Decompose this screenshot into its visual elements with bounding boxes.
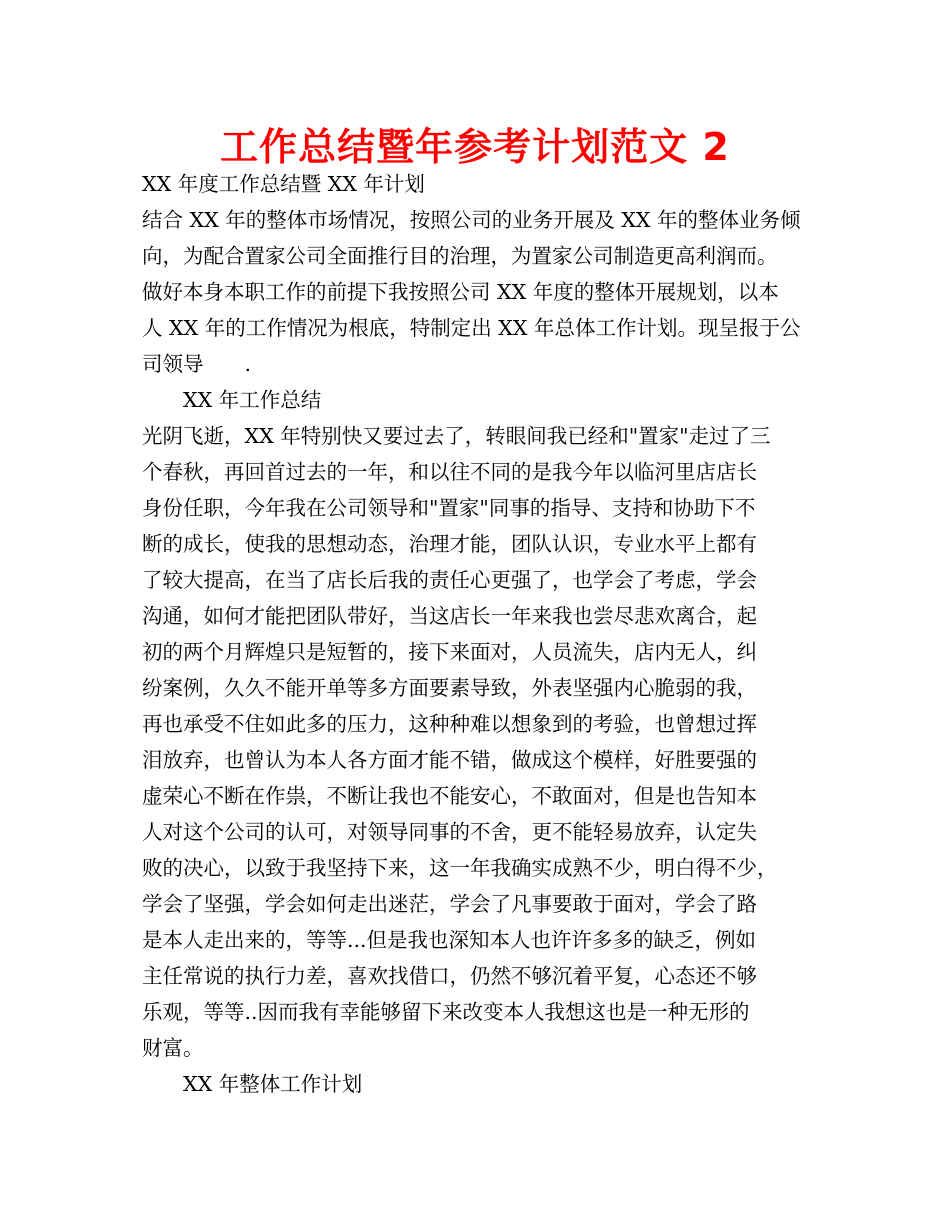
body-line: 个春秋，再回首过去的一年，和以往不同的是我今年以临河里店店长: [142, 460, 757, 484]
body-line: 乐观，等等..因而我有幸能够留下来改变本人我想这也是一种无形的: [142, 1000, 750, 1024]
subtitle-line: XX 年度工作总结暨 XX 年计划: [142, 172, 425, 196]
body-line: 初的两个月辉煌只是短暂的，接下来面对，人员流失，店内无人，纠: [142, 640, 757, 664]
body-line: 司领导 .: [142, 352, 252, 376]
document-body: [142, 166, 822, 1102]
body-line: 沟通，如何才能把团队带好，当这店长一年来我也尝尽悲欢离合，起: [142, 604, 757, 628]
body-line: 结合 XX 年的整体市场情况，按照公司的业务开展及 XX 年的整体业务倾: [142, 208, 801, 232]
document-title: 工作总结暨年参考计划范文 2: [220, 125, 730, 169]
body-line: 人 XX 年的工作情况为根底，特制定出 XX 年总体工作计划。现呈报于公: [142, 316, 801, 340]
body-line: 了较大提高，在当了店长后我的责任心更强了，也学会了考虑，学会: [142, 568, 757, 592]
body-line: 泪放弃，也曾认为本人各方面才能不错，做成这个模样，好胜要强的: [142, 748, 757, 772]
body-line: 学会了坚强，学会如何走出迷茫，学会了凡事要敢于面对，学会了路: [142, 892, 757, 916]
body-line: 身份任职，今年我在公司领导和"置家"同事的指导、支持和协助下不: [142, 496, 756, 520]
body-line: 做好本身本职工作的前提下我按照公司 XX 年度的整体开展规划，以本: [142, 280, 779, 304]
body-line: 虚荣心不断在作祟，不断让我也不能安心，不敢面对，但是也告知本: [142, 784, 757, 808]
body-line: 光阴飞逝，XX 年特别快又要过去了，转眼间我已经和"置家"走过了三: [142, 424, 771, 448]
body-line: 财富。: [142, 1036, 204, 1060]
body-line: 纷案例，久久不能开单等多方面要素导致，外表坚强内心脆弱的我，: [142, 676, 757, 700]
body-line: 败的决心，以致于我坚持下来，这一年我确实成熟不少，明白得不少，: [142, 856, 778, 880]
section-heading: XX 年工作总结: [183, 388, 322, 412]
body-line: 是本人走出来的，等等...但是我也深知本人也许许多多的缺乏，例如: [142, 928, 757, 952]
body-line: 断的成长，使我的思想动态，治理才能，团队认识，专业水平上都有: [142, 532, 757, 556]
body-line: 人对这个公司的认可，对领导同事的不舍，更不能轻易放弃，认定失: [142, 820, 757, 844]
section-heading: XX 年整体工作计划: [183, 1072, 363, 1096]
body-line: 再也承受不住如此多的压力，这种种难以想象到的考验，也曾想过挥: [142, 712, 757, 736]
body-line: 向，为配合置家公司全面推行目的治理，为置家公司制造更高利润而。: [142, 244, 778, 268]
body-line: 主任常说的执行力差，喜欢找借口，仍然不够沉着平复，心态还不够: [142, 964, 757, 988]
